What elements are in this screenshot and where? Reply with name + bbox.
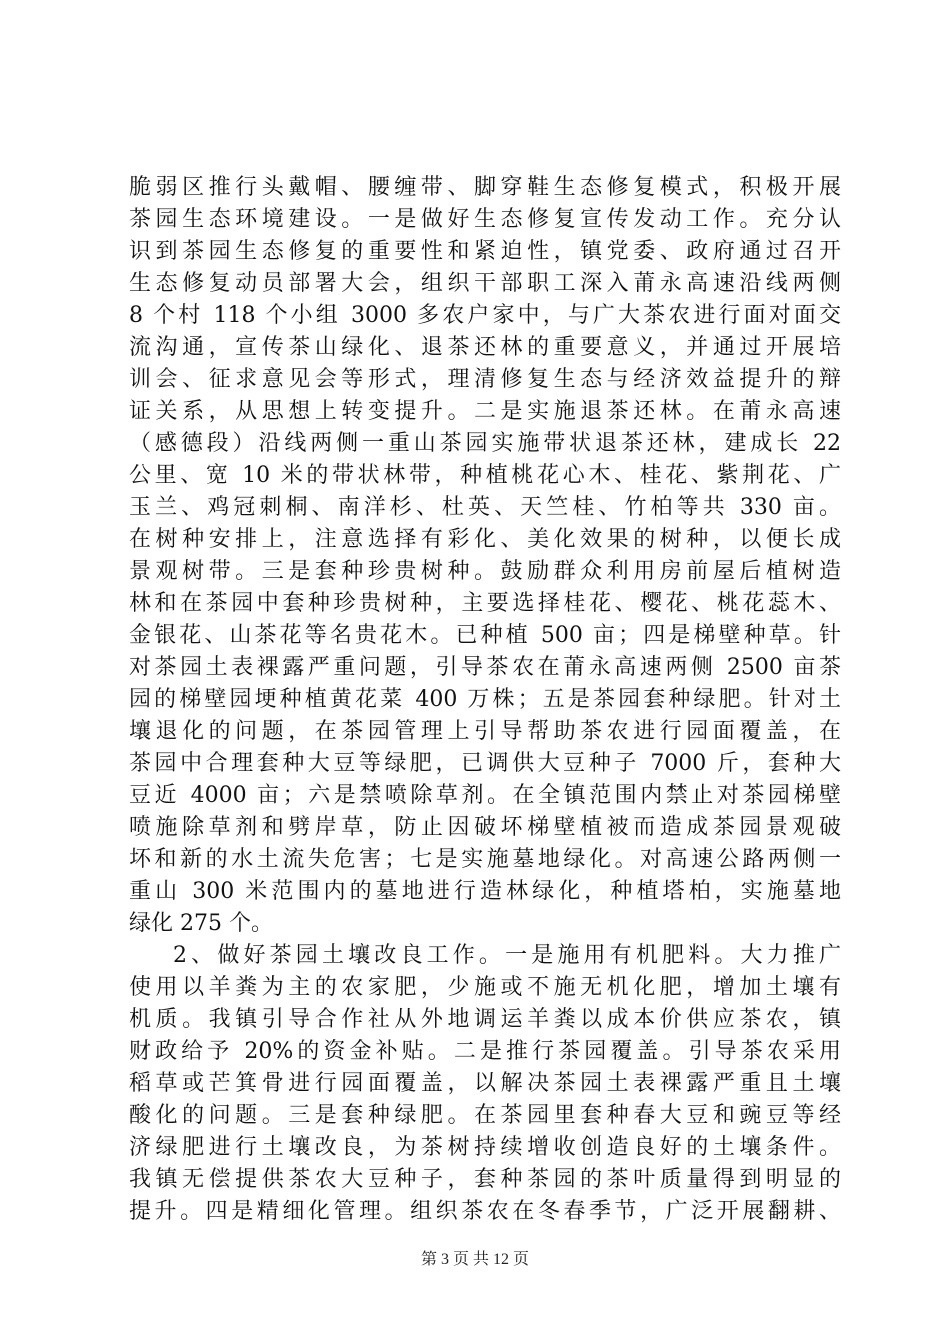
text-line: 酸化的问题。三是套种绿肥。在茶园里套种春大豆和豌豆等经 bbox=[129, 1103, 841, 1128]
text-line: 脆弱区推行头戴帽、腰缠带、脚穿鞋生态修复模式，积极开展 bbox=[129, 175, 841, 200]
text-line: 坏和新的水土流失危害；七是实施墓地绿化。对高速公路两侧一 bbox=[129, 847, 841, 872]
text-line: 重山 300 米范围内的墓地进行造林绿化，种植塔柏，实施墓地 bbox=[129, 879, 841, 904]
text-line: 8 个村 118 个小组 3000 多农户家中，与广大茶农进行面对面交 bbox=[129, 303, 841, 328]
paragraph-2 bbox=[129, 940, 841, 1228]
text-line: 稻草或芒箕骨进行园面覆盖，以解决茶园土表裸露严重且土壤 bbox=[129, 1071, 841, 1096]
text-line: 训会、征求意见会等形式，理清修复生态与经济效益提升的辩 bbox=[129, 367, 841, 392]
text-line: 2、做好茶园土壤改良工作。一是施用有机肥料。大力推广 bbox=[173, 943, 841, 968]
text-line: 在树种安排上，注意选择有彩化、美化效果的树种，以便长成 bbox=[129, 527, 841, 552]
text-line: 壤退化的问题，在茶园管理上引导帮助茶农进行园面覆盖，在 bbox=[129, 719, 841, 744]
page-number-footer: 第 3 页 共 12 页 bbox=[420, 1251, 529, 1268]
text-line: 景观树带。三是套种珍贵树种。鼓励群众利用房前屋后植树造 bbox=[129, 559, 841, 584]
text-line: 机质。我镇引导合作社从外地调运羊粪以成本价供应茶农，镇 bbox=[129, 1007, 841, 1032]
text-line: 绿化 275 个。 bbox=[129, 911, 273, 936]
text-line: （感德段）沿线两侧一重山茶园实施带状退茶还林，建成长 22 bbox=[129, 431, 841, 456]
text-line: 我镇无偿提供茶农大豆种子，套种茶园的茶叶质量得到明显的 bbox=[129, 1167, 841, 1192]
text-line: 园的梯壁园埂种植黄花菜 400 万株；五是茶园套种绿肥。针对土 bbox=[129, 687, 841, 712]
text-line: 喷施除草剂和劈岸草，防止因破坏梯壁植被而造成茶园景观破 bbox=[129, 815, 841, 840]
text-line: 济绿肥进行土壤改良，为茶树持续增收创造良好的土壤条件。 bbox=[129, 1135, 841, 1160]
text-line: 对茶园土表裸露严重问题，引导茶农在莆永高速两侧 2500 亩茶 bbox=[129, 655, 841, 680]
paragraph-1 bbox=[129, 172, 841, 940]
text-line: 豆近 4000 亩；六是禁喷除草剂。在全镇范围内禁止对茶园梯壁 bbox=[129, 783, 841, 808]
text-line: 提升。四是精细化管理。组织茶农在冬春季节，广泛开展翻耕、 bbox=[129, 1199, 841, 1224]
text-line: 证关系，从思想上转变提升。二是实施退茶还林。在莆永高速 bbox=[129, 399, 841, 424]
text-line: 生态修复动员部署大会，组织干部职工深入莆永高速沿线两侧 bbox=[129, 271, 841, 296]
text-line: 识到茶园生态修复的重要性和紧迫性，镇党委、政府通过召开 bbox=[129, 239, 841, 264]
text-line: 公里、宽 10 米的带状林带，种植桃花心木、桂花、紫荆花、广 bbox=[129, 463, 841, 488]
text-line: 金银花、山茶花等名贵花木。已种植 500 亩；四是梯壁种草。针 bbox=[129, 623, 841, 648]
text-line: 流沟通，宣传茶山绿化、退茶还林的重要意义，并通过开展培 bbox=[129, 335, 841, 360]
text-line: 林和在茶园中套种珍贵树种，主要选择桂花、樱花、桃花蕊木、 bbox=[129, 591, 841, 616]
text-line: 财政给予 20%的资金补贴。二是推行茶园覆盖。引导茶农采用 bbox=[129, 1039, 841, 1064]
text-line: 玉兰、鸡冠刺桐、南洋杉、杜英、天竺桂、竹柏等共 330 亩。 bbox=[129, 495, 841, 520]
text-line: 茶园中合理套种大豆等绿肥，已调供大豆种子 7000 斤，套种大 bbox=[129, 751, 841, 776]
text-line: 使用以羊粪为主的农家肥，少施或不施无机化肥，增加土壤有 bbox=[129, 975, 841, 1000]
document-body bbox=[129, 172, 841, 1228]
text-line: 茶园生态环境建设。一是做好生态修复宣传发动工作。充分认 bbox=[129, 207, 841, 232]
